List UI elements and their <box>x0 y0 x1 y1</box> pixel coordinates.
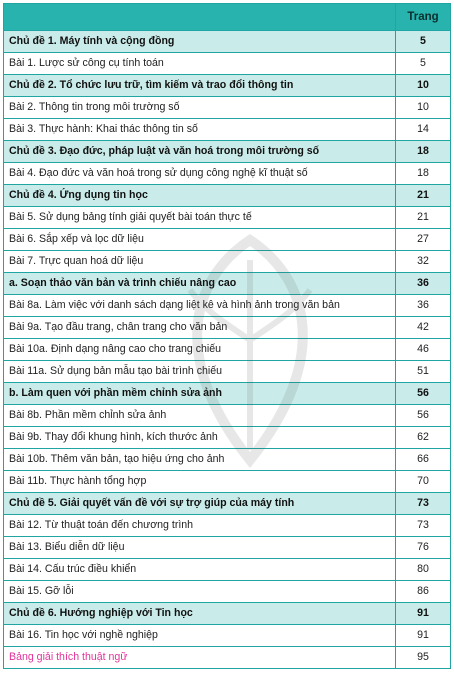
lesson-row <box>4 163 451 185</box>
lesson-row <box>4 581 451 603</box>
toc-entry-title: Bảng giải thích thuật ngữ <box>4 647 396 669</box>
toc-entry-page: 14 <box>396 119 451 141</box>
toc-entry-title: Bài 15. Gỡ lỗi <box>4 581 396 603</box>
toc-entry-page: 95 <box>396 647 451 669</box>
toc-entry-page: 46 <box>396 339 451 361</box>
toc-entry-page: 10 <box>396 75 451 97</box>
toc-entry-title: Bài 1. Lược sử công cụ tính toán <box>4 53 396 75</box>
toc-entry-title: a. Soạn thảo văn bản và trình chiếu nâng cao <box>4 273 396 295</box>
toc-entry-page: 32 <box>396 251 451 273</box>
toc-entry-title: Chủ đề 6. Hướng nghiệp với Tin học <box>4 603 396 625</box>
toc-entry-title: Chủ đề 5. Giải quyết vấn đề với sự trợ giúp của máy tính <box>4 493 396 515</box>
toc-entry-page: 10 <box>396 97 451 119</box>
chapter-row <box>4 273 451 295</box>
lesson-row <box>4 119 451 141</box>
toc-header-row <box>4 4 451 31</box>
lesson-row <box>4 53 451 75</box>
toc-entry-page: 42 <box>396 317 451 339</box>
toc-entry-title: Chủ đề 1. Máy tính và cộng đồng <box>4 31 396 53</box>
toc-entry-title: Bài 10b. Thêm văn bản, tạo hiệu ứng cho ảnh <box>4 449 396 471</box>
toc-entry-title: Bài 7. Trực quan hoá dữ liệu <box>4 251 396 273</box>
toc-entry-title: Bài 9a. Tạo đầu trang, chân trang cho văn bản <box>4 317 396 339</box>
toc-entry-page: 51 <box>396 361 451 383</box>
toc-entry-page: 27 <box>396 229 451 251</box>
toc-entry-title: Bài 8b. Phần mềm chỉnh sửa ảnh <box>4 405 396 427</box>
toc-entry-title: Chủ đề 3. Đạo đức, pháp luật và văn hoá trong môi trường số <box>4 141 396 163</box>
toc-entry-page: 5 <box>396 31 451 53</box>
lesson-row <box>4 537 451 559</box>
lesson-row <box>4 339 451 361</box>
toc-entry-page: 18 <box>396 141 451 163</box>
chapter-row <box>4 141 451 163</box>
lesson-row <box>4 97 451 119</box>
chapter-row <box>4 75 451 97</box>
toc-entry-title: Bài 4. Đạo đức và văn hoá trong sử dụng công nghệ kĩ thuật số <box>4 163 396 185</box>
table-of-contents <box>3 3 451 669</box>
toc-entry-title: Bài 16. Tin học với nghề nghiệp <box>4 625 396 647</box>
toc-entry-page: 86 <box>396 581 451 603</box>
toc-entry-title: Bài 14. Cấu trúc điều khiển <box>4 559 396 581</box>
toc-entry-title: Bài 2. Thông tin trong môi trường số <box>4 97 396 119</box>
lesson-row <box>4 251 451 273</box>
toc-header-page: Trang <box>396 4 451 31</box>
toc-entry-title: Bài 11a. Sử dụng bản mẫu tạo bài trình chiếu <box>4 361 396 383</box>
glossary-row <box>4 647 451 669</box>
toc-entry-page: 18 <box>396 163 451 185</box>
toc-entry-page: 73 <box>396 493 451 515</box>
chapter-row <box>4 383 451 405</box>
toc-entry-page: 70 <box>396 471 451 493</box>
lesson-row <box>4 317 451 339</box>
lesson-row <box>4 427 451 449</box>
lesson-row <box>4 405 451 427</box>
toc-entry-title: Bài 5. Sử dụng bảng tính giải quyết bài toán thực tế <box>4 207 396 229</box>
lesson-row <box>4 625 451 647</box>
chapter-row <box>4 185 451 207</box>
toc-entry-page: 73 <box>396 515 451 537</box>
toc-entry-page: 56 <box>396 405 451 427</box>
toc-entry-title: Bài 8a. Làm việc với danh sách dạng liệt kê và hình ảnh trong văn bản <box>4 295 396 317</box>
toc-entry-page: 66 <box>396 449 451 471</box>
toc-body <box>4 31 451 669</box>
toc-entry-title: Bài 9b. Thay đổi khung hình, kích thước ảnh <box>4 427 396 449</box>
lesson-row <box>4 295 451 317</box>
toc-entry-page: 56 <box>396 383 451 405</box>
chapter-row <box>4 603 451 625</box>
toc-entry-page: 91 <box>396 625 451 647</box>
toc-entry-title: Bài 3. Thực hành: Khai thác thông tin số <box>4 119 396 141</box>
lesson-row <box>4 559 451 581</box>
chapter-row <box>4 31 451 53</box>
toc-entry-page: 76 <box>396 537 451 559</box>
toc-entry-title: Bài 13. Biểu diễn dữ liệu <box>4 537 396 559</box>
toc-entry-title: Chủ đề 2. Tổ chức lưu trữ, tìm kiếm và trao đổi thông tin <box>4 75 396 97</box>
toc-entry-title: Chủ đề 4. Ứng dụng tin học <box>4 185 396 207</box>
toc-entry-page: 36 <box>396 273 451 295</box>
lesson-row <box>4 361 451 383</box>
toc-entry-page: 21 <box>396 207 451 229</box>
toc-entry-page: 62 <box>396 427 451 449</box>
toc-entry-page: 80 <box>396 559 451 581</box>
lesson-row <box>4 207 451 229</box>
toc-entry-page: 36 <box>396 295 451 317</box>
toc-entry-page: 5 <box>396 53 451 75</box>
toc-entry-title: Bài 6. Sắp xếp và lọc dữ liệu <box>4 229 396 251</box>
toc-header-title <box>4 4 396 31</box>
lesson-row <box>4 449 451 471</box>
chapter-row <box>4 493 451 515</box>
toc-entry-page: 91 <box>396 603 451 625</box>
lesson-row <box>4 515 451 537</box>
lesson-row <box>4 471 451 493</box>
toc-entry-page: 21 <box>396 185 451 207</box>
toc-entry-title: Bài 12. Từ thuật toán đến chương trình <box>4 515 396 537</box>
toc-entry-title: b. Làm quen với phần mềm chỉnh sửa ảnh <box>4 383 396 405</box>
toc-entry-title: Bài 10a. Định dạng nâng cao cho trang chiếu <box>4 339 396 361</box>
lesson-row <box>4 229 451 251</box>
toc-entry-title: Bài 11b. Thực hành tổng hợp <box>4 471 396 493</box>
